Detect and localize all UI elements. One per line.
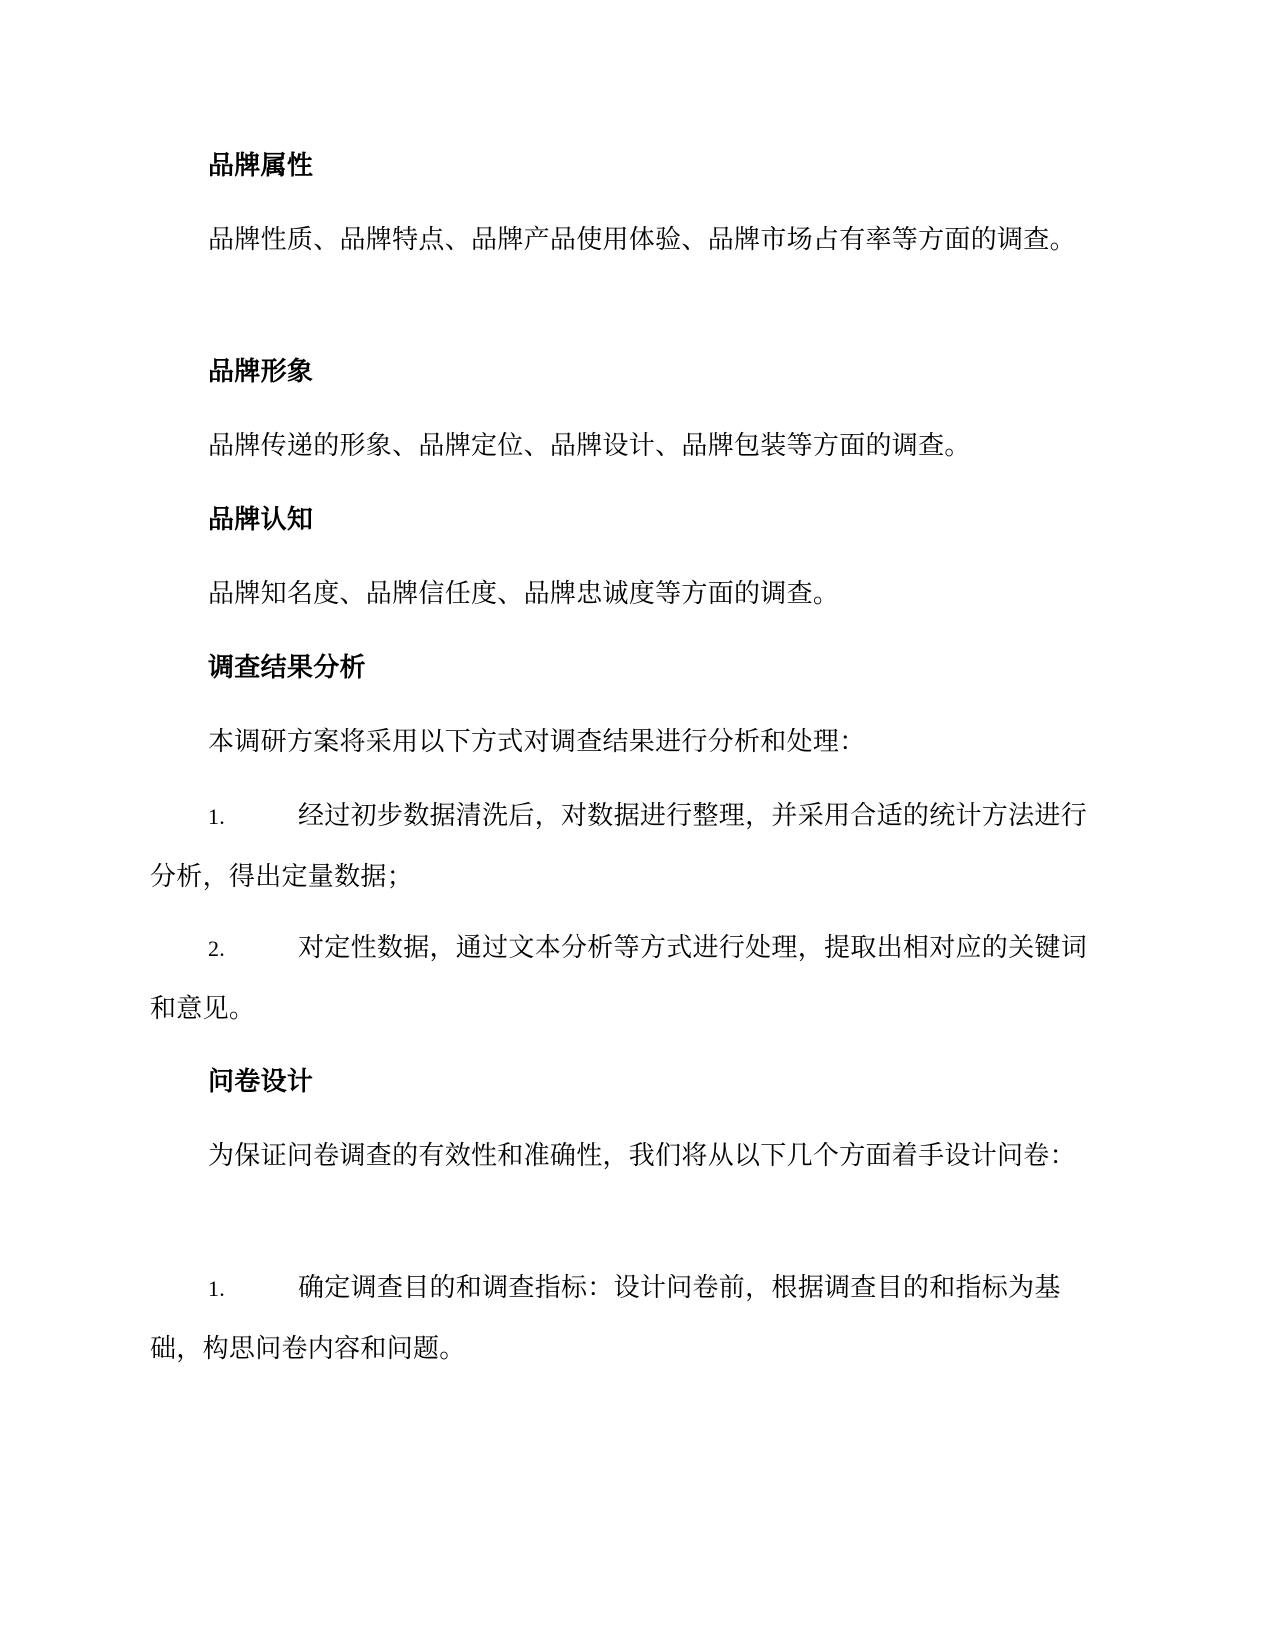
list-number: 1.	[208, 804, 226, 829]
paragraph-result-analysis-intro: 本调研方案将采用以下方式对调查结果进行分析和处理：	[208, 727, 866, 757]
heading-brand-attributes: 品牌属性	[208, 151, 314, 181]
list-item	[150, 918, 1112, 1039]
heading-brand-awareness: 品牌认知	[208, 505, 314, 535]
list-number: 1.	[208, 1276, 226, 1301]
list-text: 经过初步数据清洗后，对数据进行整理，并采用合适的统计方法进行分析，得出定量数据；	[150, 801, 1088, 892]
heading-result-analysis: 调查结果分析	[208, 653, 366, 683]
paragraph-questionnaire-intro: 为保证问卷调查的有效性和准确性，我们将从以下几个方面着手设计问卷：	[208, 1141, 1076, 1171]
paragraph-brand-image: 品牌传递的形象、品牌定位、品牌设计、品牌包装等方面的调查。	[208, 431, 971, 461]
paragraph-brand-awareness: 品牌知名度、品牌信任度、品牌忠诚度等方面的调查。	[208, 579, 840, 609]
paragraph-brand-attributes: 品牌性质、品牌特点、品牌产品使用体验、品牌市场占有率等方面的调查。	[208, 225, 1076, 255]
list-item	[150, 786, 1112, 907]
list-text: 确定调查目的和调查指标：设计问卷前，根据调查目的和指标为基础，构思问卷内容和问题。	[150, 1273, 1061, 1364]
heading-questionnaire-design: 问卷设计	[208, 1067, 314, 1097]
heading-brand-image: 品牌形象	[208, 357, 314, 387]
list-item	[150, 1258, 1112, 1379]
list-number: 2.	[208, 936, 226, 961]
list-text: 对定性数据，通过文本分析等方式进行处理，提取出相对应的关键词和意见。	[150, 933, 1088, 1024]
